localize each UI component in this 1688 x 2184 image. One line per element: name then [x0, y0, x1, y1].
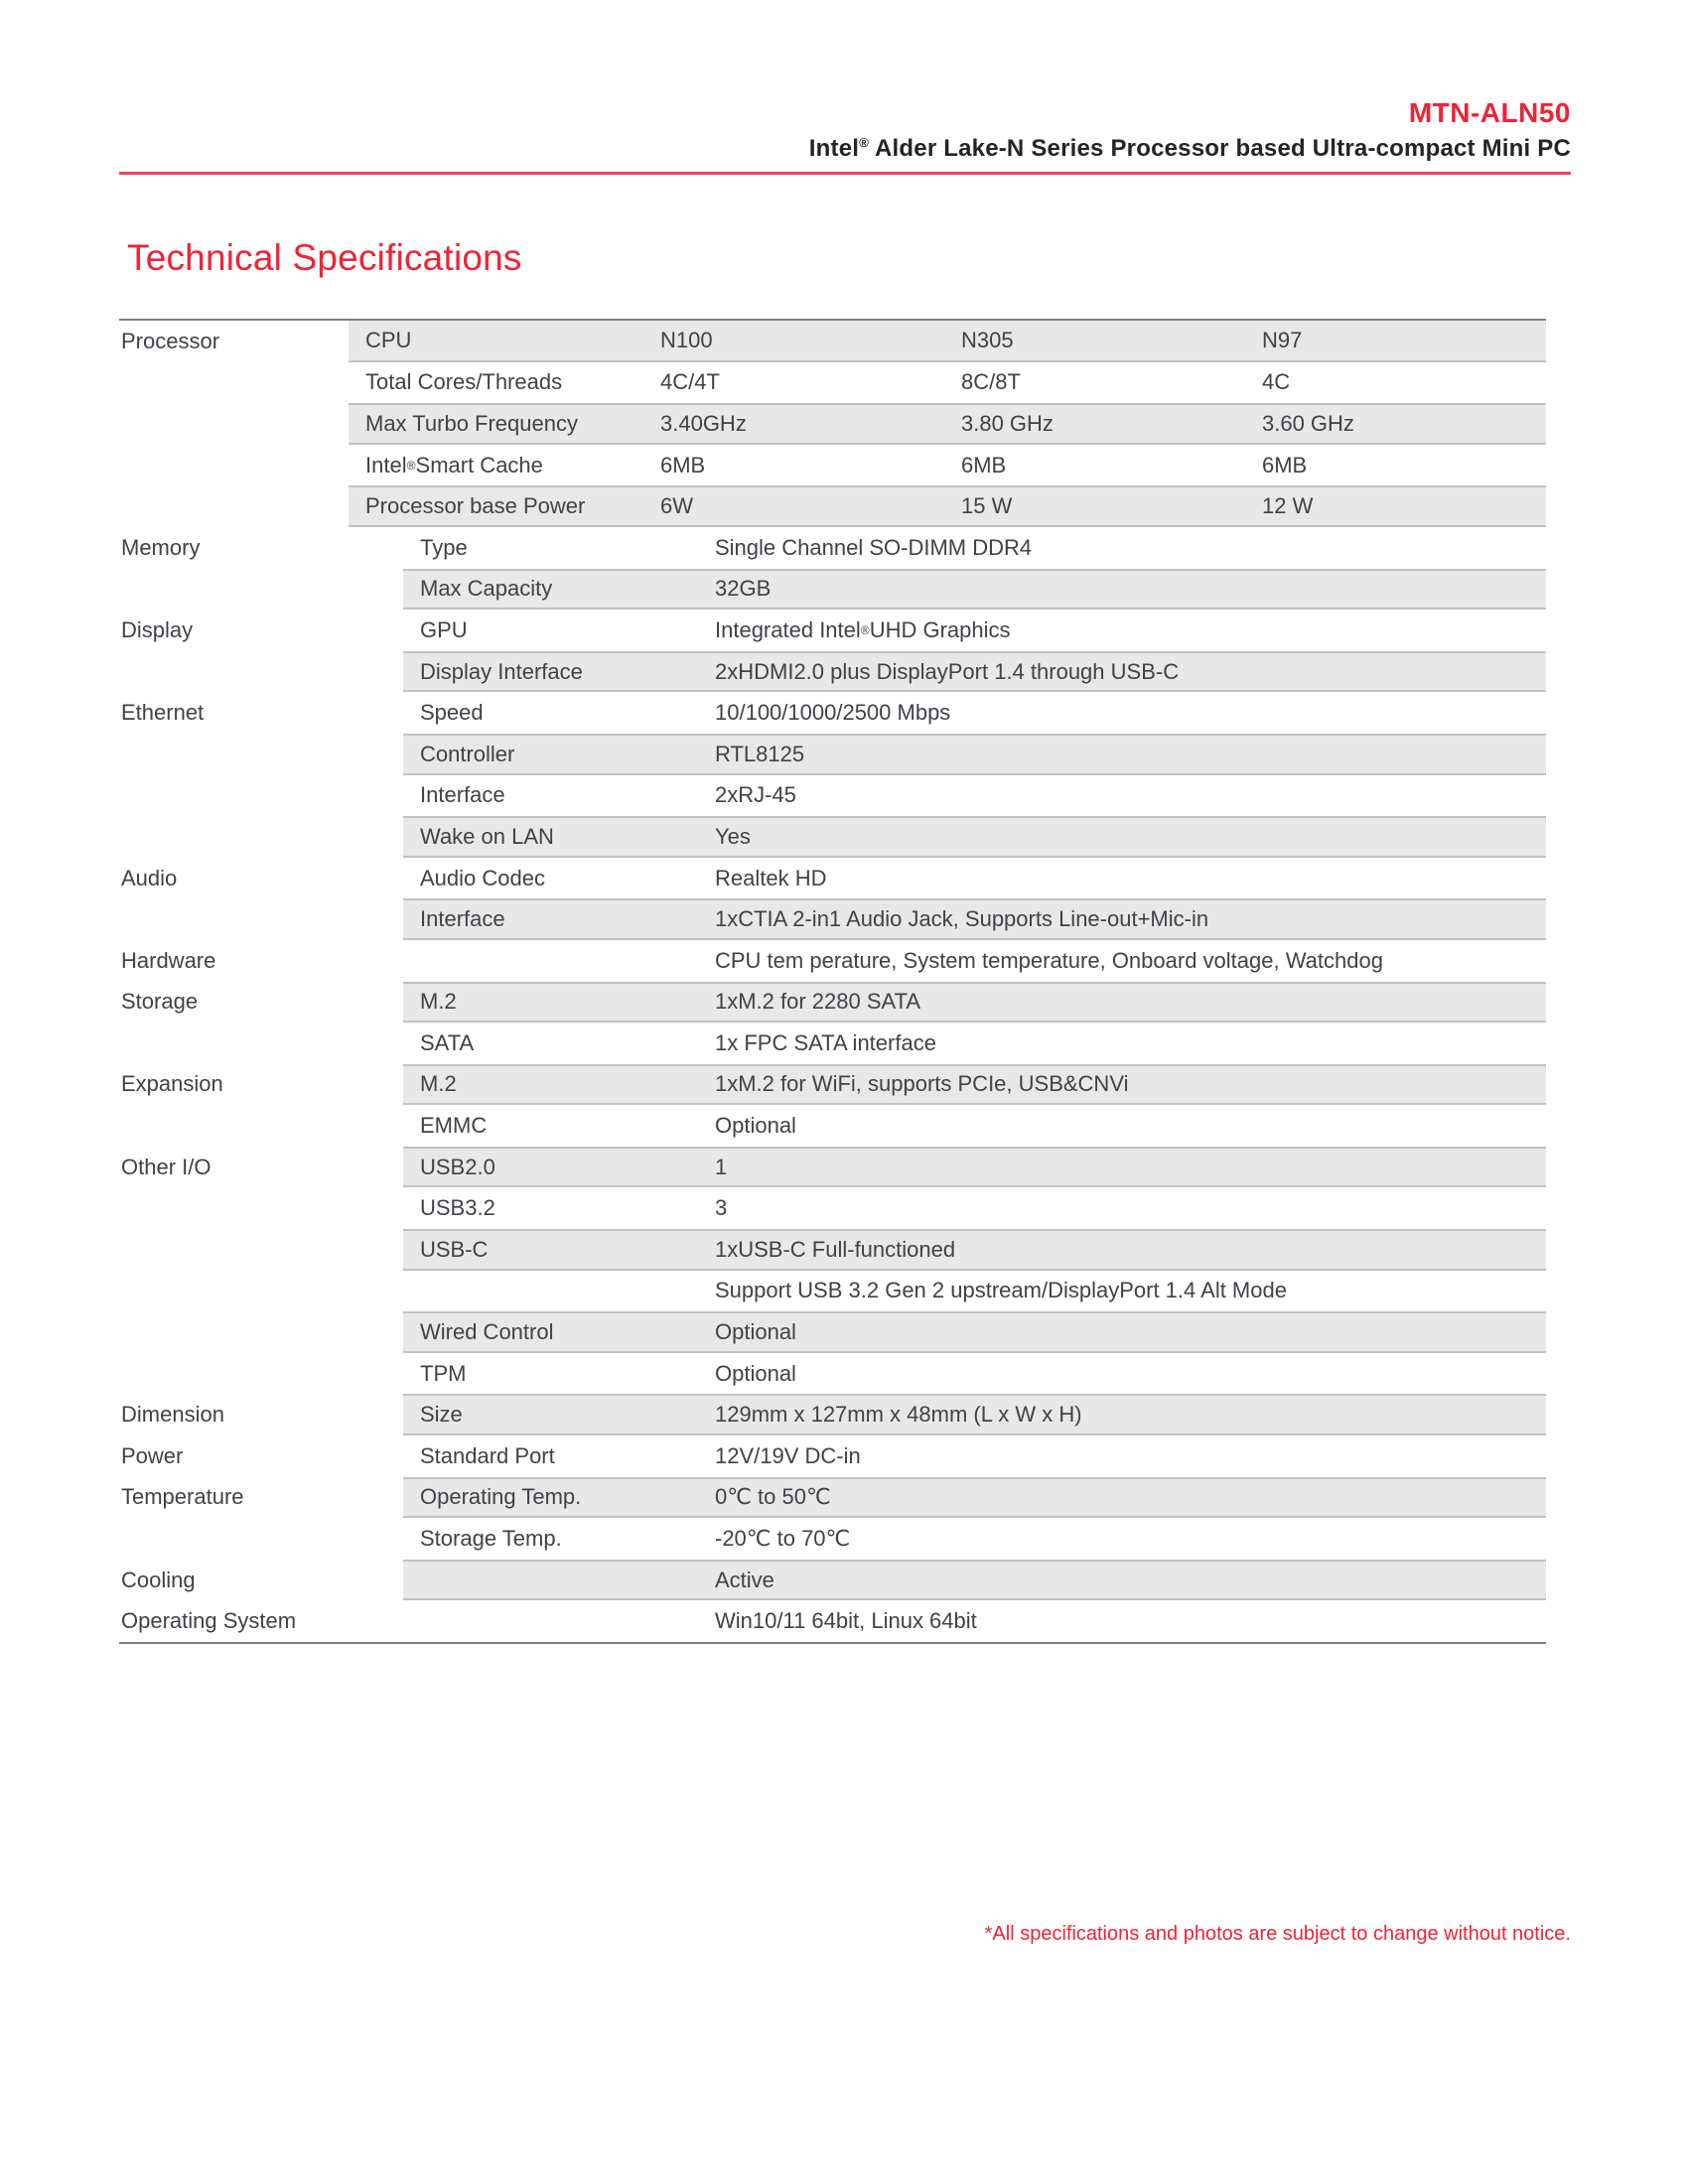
page-header	[119, 0, 1571, 175]
category-label	[119, 1023, 403, 1064]
spec-key: Audio Codec	[420, 865, 545, 890]
spec-key: Speed	[420, 700, 484, 726]
category-label-display: Display	[121, 616, 194, 642]
category-label	[119, 1229, 403, 1271]
spec-key: SATA	[420, 1029, 475, 1055]
category-label	[119, 1311, 403, 1353]
category-label	[119, 445, 349, 486]
spec-key: USB-C	[420, 1236, 489, 1262]
spec-value: 3.40GHz	[660, 410, 747, 436]
spec-value: 6MB	[961, 452, 1007, 478]
table-row-cooling	[119, 1560, 1546, 1601]
spec-value: 4C/4T	[660, 369, 720, 395]
row-cells	[403, 775, 1546, 817]
category-label-temperature: Temperature	[121, 1484, 244, 1510]
spec-value: 10/100/1000/2500 Mbps	[715, 700, 951, 726]
category-label	[119, 485, 349, 527]
table-row-cache	[119, 445, 1546, 486]
row-cells	[403, 1435, 1546, 1477]
row-cells	[403, 1147, 1546, 1188]
row-cells	[349, 321, 1546, 362]
row-cells	[403, 1560, 1546, 1601]
spec-value: 3.60 GHz	[1262, 410, 1354, 436]
row-cells	[403, 651, 1546, 693]
category-label-storage: Storage	[121, 989, 199, 1015]
category-label	[119, 403, 349, 445]
category-label-audio: Audio	[121, 865, 178, 890]
spec-key: Controller	[420, 741, 515, 766]
product-subtitle: Intel® Alder Lake-N Series Processor based Ultra-compact Mini PC	[808, 135, 1571, 162]
spec-value: 32GB	[715, 576, 772, 602]
row-cells	[403, 1477, 1546, 1519]
spec-key: Max Capacity	[420, 576, 553, 602]
category-label-memory: Memory	[121, 534, 201, 560]
row-cells	[403, 1600, 1546, 1642]
category-label	[119, 651, 403, 693]
row-cells	[349, 362, 1546, 404]
row-cells	[403, 1353, 1546, 1395]
table-row-audio-codec	[119, 858, 1546, 899]
spec-value: -20℃ to 70℃	[715, 1526, 851, 1552]
spec-key: Operating Temp.	[420, 1484, 582, 1510]
row-cells	[403, 858, 1546, 899]
spec-value: 1x FPC SATA interface	[715, 1029, 936, 1055]
spec-value: 6W	[660, 493, 693, 519]
spec-value: 8C/8T	[961, 369, 1021, 395]
row-cells	[403, 1229, 1546, 1271]
spec-key	[403, 940, 698, 982]
row-cells	[403, 816, 1546, 858]
row-cells	[403, 1518, 1546, 1560]
spec-value: Support USB 3.2 Gen 2 upstream/DisplayPort 1.4 Alt Mode	[715, 1278, 1287, 1303]
table-row-usbc	[119, 1229, 1546, 1271]
table-row-ethernet-interface	[119, 775, 1546, 817]
row-cells	[349, 445, 1546, 486]
spec-key: Interface	[420, 906, 505, 932]
table-row-ethernet-speed	[119, 692, 1546, 734]
section-title: Technical Specifications	[127, 237, 522, 278]
datasheet-page	[119, 0, 1571, 2184]
table-row-cores	[119, 362, 1546, 404]
spec-key: Wired Control	[420, 1319, 554, 1345]
table-row-wired-control	[119, 1311, 1546, 1353]
category-label-os: Operating System	[121, 1608, 297, 1634]
spec-value: 1	[715, 1154, 728, 1179]
table-row-sata	[119, 1023, 1546, 1064]
spec-key: Size	[420, 1402, 463, 1428]
row-cells	[403, 569, 1546, 611]
spec-value: 1xM.2 for WiFi, supports PCIe, USB&CNVi	[715, 1071, 1129, 1097]
category-label-ethernet: Ethernet	[121, 700, 205, 726]
row-cells	[403, 1023, 1546, 1064]
spec-value: 0℃ to 50℃	[715, 1484, 831, 1510]
row-cells	[403, 610, 1546, 651]
table-row-expansion-m2	[119, 1064, 1546, 1106]
spec-key: TPM	[420, 1360, 467, 1386]
category-label	[119, 1105, 403, 1147]
spec-key	[403, 1271, 698, 1312]
spec-value: Optional	[715, 1319, 796, 1345]
spec-key: Standard Port	[420, 1442, 555, 1468]
table-row-memory-type	[119, 527, 1546, 569]
row-cells	[403, 1064, 1546, 1106]
table-row-operating-system	[119, 1600, 1546, 1642]
spec-value: Single Channel SO-DIMM DDR4	[715, 534, 1033, 560]
row-cells	[349, 485, 1546, 527]
spec-value: 129mm x 127mm x 48mm (L x W x H)	[715, 1402, 1082, 1428]
category-label	[119, 362, 349, 404]
spec-key: GPU	[420, 616, 468, 642]
spec-value: 1xUSB-C Full-functioned	[715, 1236, 956, 1262]
spec-value: Active	[715, 1567, 774, 1592]
spec-key: EMMC	[420, 1113, 488, 1139]
row-cells	[403, 527, 1546, 569]
table-row-tpm	[119, 1353, 1546, 1395]
spec-key: Storage Temp.	[420, 1526, 562, 1552]
row-cells	[403, 1271, 1546, 1312]
category-label-expansion: Expansion	[121, 1071, 223, 1097]
table-row-turbo	[119, 403, 1546, 445]
table-row-wake-on-lan	[119, 816, 1546, 858]
table-row-cpu	[119, 321, 1546, 362]
spec-key: Display Interface	[420, 658, 583, 684]
table-row-storage-temp	[119, 1518, 1546, 1560]
spec-key: Type	[420, 534, 468, 560]
spec-value: RTL8125	[715, 741, 805, 766]
category-label	[119, 569, 403, 611]
category-label	[119, 1353, 403, 1395]
table-row-usb32	[119, 1187, 1546, 1229]
row-cells	[403, 940, 1546, 982]
disclaimer-note: *All specifications and photos are subject to change without notice.	[984, 1923, 1571, 1945]
row-cells	[403, 1105, 1546, 1147]
spec-value: 6MB	[1262, 452, 1308, 478]
row-cells	[403, 982, 1546, 1024]
row-cells	[403, 692, 1546, 734]
category-label-power: Power	[121, 1442, 184, 1468]
spec-value: Integrated Intel ® UHD Graphics	[715, 616, 1011, 642]
spec-value: 1xM.2 for 2280 SATA	[715, 989, 921, 1015]
table-row-gpu	[119, 610, 1546, 651]
spec-key: USB2.0	[420, 1154, 495, 1179]
spec-value: N97	[1262, 327, 1303, 352]
spec-key: Interface	[420, 782, 505, 808]
category-label-hardware: Hardware	[121, 947, 216, 973]
table-row-storage-m2	[119, 982, 1546, 1024]
category-label	[119, 898, 403, 940]
spec-key: M.2	[420, 1071, 457, 1097]
spec-value: Optional	[715, 1360, 796, 1386]
table-row-max-capacity	[119, 569, 1546, 611]
row-cells	[403, 1394, 1546, 1435]
spec-value: 2xHDMI2.0 plus DisplayPort 1.4 through USB-C	[715, 658, 1180, 684]
table-row-controller	[119, 734, 1546, 775]
spec-key: USB3.2	[420, 1195, 495, 1221]
table-row-usbc-support	[119, 1271, 1546, 1312]
spec-value: 12V/19V DC-in	[715, 1442, 861, 1468]
table-row-base-power	[119, 485, 1546, 527]
row-cells	[403, 734, 1546, 775]
header-divider	[119, 172, 1571, 175]
table-row-display-interface	[119, 651, 1546, 693]
spec-key	[403, 1562, 698, 1599]
table-row-audio-interface	[119, 898, 1546, 940]
category-label	[119, 816, 403, 858]
spec-table	[119, 319, 1546, 1644]
spec-value: 15 W	[961, 493, 1013, 519]
category-label-processor: Processor	[121, 328, 220, 353]
spec-value: Win10/11 64bit, Linux 64bit	[715, 1608, 977, 1634]
spec-value: CPU tem perature, System temperature, Onboard voltage, Watchdog	[715, 947, 1383, 973]
spec-value: Yes	[715, 823, 751, 849]
spec-value: 3.80 GHz	[961, 410, 1054, 436]
spec-value: 2xRJ-45	[715, 782, 796, 808]
spec-key: Processor base Power	[365, 493, 586, 519]
category-label	[119, 734, 403, 775]
row-cells	[349, 403, 1546, 445]
table-row-size	[119, 1394, 1546, 1435]
spec-value: 3	[715, 1195, 728, 1221]
category-label	[119, 1271, 403, 1312]
row-cells	[403, 898, 1546, 940]
spec-value: 1xCTIA 2-in1 Audio Jack, Supports Line-out+Mic-in	[715, 906, 1209, 932]
category-label	[119, 775, 403, 817]
table-row-usb20	[119, 1147, 1546, 1188]
row-cells	[403, 1311, 1546, 1353]
category-label	[119, 1187, 403, 1229]
spec-value: 4C	[1262, 369, 1291, 395]
category-label	[119, 1518, 403, 1560]
spec-key: M.2	[420, 989, 457, 1015]
spec-key: Intel ® Smart Cache	[365, 452, 543, 478]
spec-value: N305	[961, 327, 1014, 352]
spec-key: Max Turbo Frequency	[365, 410, 578, 436]
spec-key: CPU	[365, 327, 412, 352]
spec-value: Optional	[715, 1113, 796, 1139]
spec-key	[403, 1600, 698, 1642]
spec-key: Total Cores/Threads	[365, 369, 563, 395]
table-row-operating-temp	[119, 1477, 1546, 1519]
table-row-standard-port	[119, 1435, 1546, 1477]
spec-value: N100	[660, 327, 713, 352]
row-cells	[403, 1187, 1546, 1229]
spec-value: 6MB	[660, 452, 706, 478]
table-row-emmc	[119, 1105, 1546, 1147]
category-label-cooling: Cooling	[121, 1567, 196, 1592]
category-label-other-io: Other I/O	[121, 1154, 211, 1179]
spec-value: Realtek HD	[715, 865, 827, 890]
table-row-hardware-monitor	[119, 940, 1546, 982]
spec-value: 12 W	[1262, 493, 1314, 519]
category-label-dimension: Dimension	[121, 1402, 224, 1428]
spec-key: Wake on LAN	[420, 823, 554, 849]
product-model: MTN-ALN50	[1408, 97, 1571, 128]
